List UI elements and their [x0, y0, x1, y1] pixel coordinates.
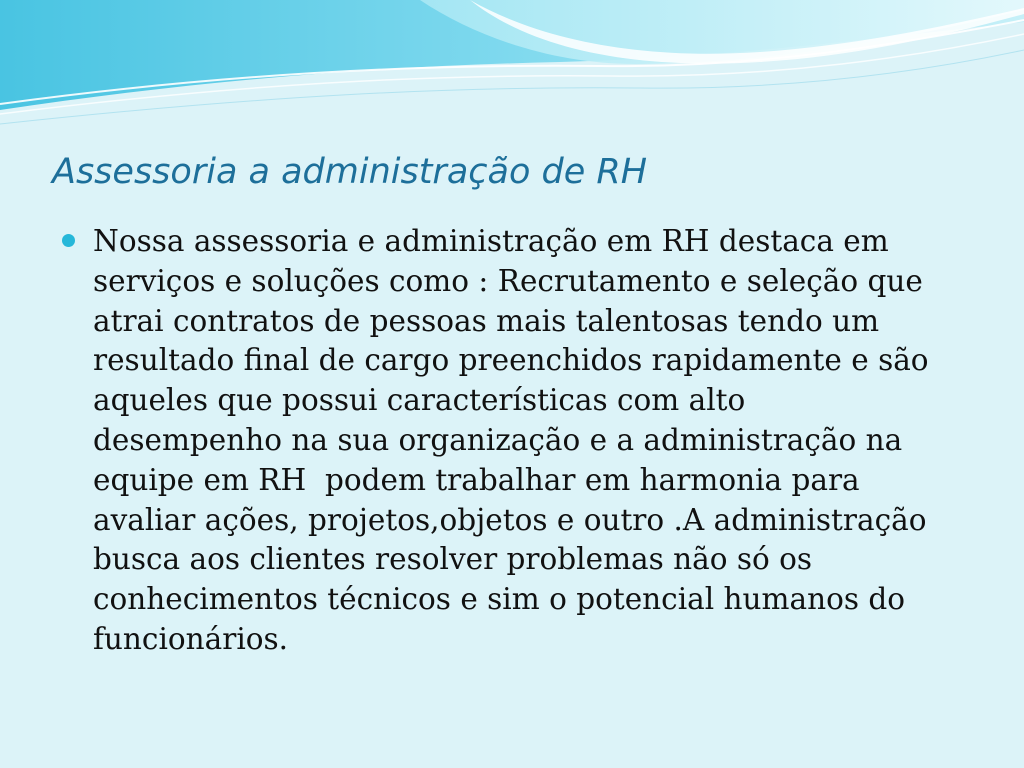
bullet-list	[62, 222, 982, 660]
bullet-text-line: Nossa assessoria e administração em RH destaca em	[93, 224, 889, 258]
bullet-text-line: desempenho na sua organização e a administração na	[93, 422, 903, 457]
bullet-text-line: avaliar ações, projetos,objetos e outro .A administração	[93, 502, 927, 537]
bullet-dot-icon	[62, 234, 75, 247]
bullet-text-line: conhecimentos técnicos e sim o potencial humanos do	[93, 582, 906, 617]
bullet-text-line: atrai contratos de pessoas mais talentosas tendo um	[93, 303, 880, 338]
bullet-text-line: aqueles que possui características com alto	[93, 383, 746, 418]
bullet-text-line: resultado final de cargo preenchidos rapidamente e são	[93, 343, 929, 378]
bullet-item	[62, 222, 982, 660]
bullet-text-line: serviços e soluções como : Recrutamento e seleção que	[93, 263, 923, 298]
bullet-text-line: busca aos clientes resolver problemas não só os	[93, 542, 813, 577]
slide-title: Assessoria a administração de RH	[52, 152, 648, 192]
bullet-text-line: funcionários.	[93, 621, 289, 656]
wave-header-decoration	[0, 0, 1024, 130]
bullet-text-line: equipe em RH podem trabalhar em harmonia para	[93, 462, 860, 497]
